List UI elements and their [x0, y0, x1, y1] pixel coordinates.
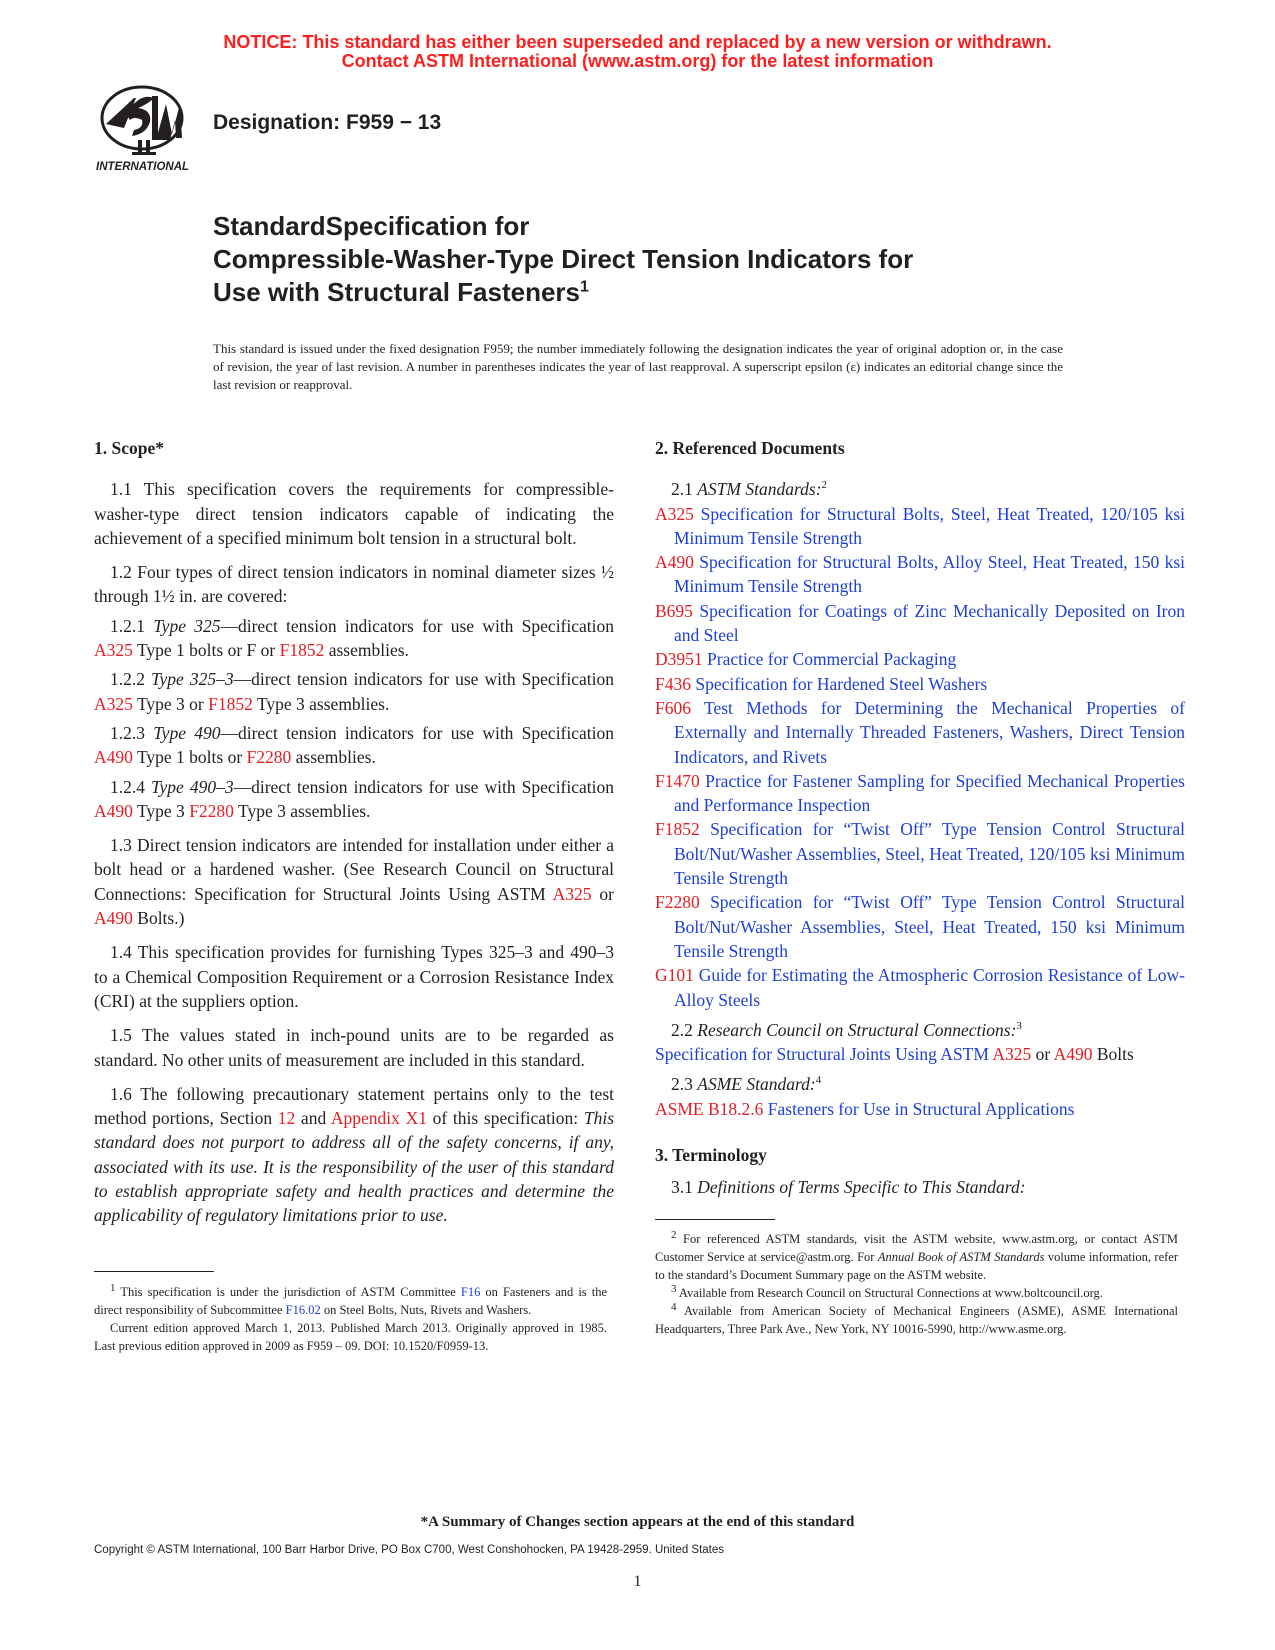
- footnote-rule-left: [94, 1271, 214, 1272]
- document-title: [213, 210, 1113, 309]
- link-section-12[interactable]: 12: [277, 1108, 296, 1129]
- reference-item[interactable]: A490 Specification for Structural Bolts, Alloy Steel, Heat Treated, 150 ksi Minimum Tensile Strength: [655, 552, 1185, 597]
- superseded-notice: [0, 33, 1275, 71]
- para-1-3: 1.3 Direct tension indicators are intended for installation under either a bolt head or a hardened washer. (See Research Council on Structural Connections: Specification for Structural Joints Using ASTM A325 or A490 Bolts.): [94, 835, 614, 929]
- link-a490[interactable]: A490: [1053, 1044, 1093, 1065]
- para-1-2-2: 1.2.2 Type 325–3—direct tension indicators for use with Specification A325 Type 3 or F1852 Type 3 assemblies.: [94, 669, 615, 714]
- title-line-2: Compressible-Washer-Type Direct Tension Indicators for: [213, 244, 914, 274]
- footnote-1: $^1$ This specification is under the jurisdiction of ASTM Committee F16 on Fasteners and is the direct responsibility of Subcommittee F16.02 on Steel Bolts, Nuts, Rivets and Washers.: [94, 1281, 607, 1317]
- summary-of-changes-note: *A Summary of Changes section appears at the end of this standard: [420, 1514, 855, 1530]
- footnotes-left: [94, 1283, 607, 1355]
- reference-item[interactable]: B695 Specification for Coatings of Zinc Mechanically Deposited on Iron and Steel: [655, 600, 1185, 646]
- astm-reference-list: [655, 502, 1185, 1012]
- link-f2280[interactable]: F2280: [189, 800, 234, 821]
- link-a325[interactable]: A325: [552, 883, 592, 904]
- left-column: [94, 436, 614, 1238]
- title-line-3: Use with Structural Fasteners: [213, 277, 580, 307]
- link-a490[interactable]: A490: [94, 747, 133, 768]
- reference-item[interactable]: A325 Specification for Structural Bolts, Steel, Heat Treated, 120/105 ksi Minimum Tensile Strength: [655, 503, 1185, 548]
- referenced-documents-heading: 2. Referenced Documents: [655, 438, 845, 458]
- para-1-2: 1.2 Four types of direct tension indicators in nominal diameter sizes ½ through 1½ in. are covered:: [94, 562, 614, 607]
- para-1-6: 1.6 The following precautionary statement pertains only to the test method portions, Section 12 and Appendix X1 of this specification: This standard does not purport to address all of the safety concerns, if any, associated with its use. It is the responsibility of the user of this standard to establish appropriate safety and health practices and determine the applicability of regulatory limitations prior to use.: [94, 1083, 614, 1226]
- issue-note: This standard is issued under the fixed designation F959; the number immediately following the designation indicates the year of original adoption or, in the case of revision, the year of last revision. A number in parentheses indicates the year of last reapproval. A superscript epsilon (ε) indicates an editorial change since the last revision or reapproval.: [213, 341, 1063, 392]
- right-column: [655, 436, 1185, 1200]
- link-a325[interactable]: A325: [94, 640, 133, 661]
- reference-item[interactable]: F436 Specification for Hardened Steel Washers: [655, 673, 988, 694]
- link-f1852[interactable]: F1852: [208, 693, 253, 714]
- section-2-3: 2.3 ASME Standard:$^4$: [671, 1074, 822, 1095]
- link-a325[interactable]: A325: [94, 693, 133, 714]
- link-appendix-x1[interactable]: Appendix X1: [330, 1108, 427, 1129]
- reference-item[interactable]: F606 Test Methods for Determining the Mechanical Properties of Externally and Internally Threaded Fasteners, Washers, Direct Tension Indicators, and Rivets: [655, 697, 1185, 767]
- link-a490[interactable]: A490: [94, 908, 133, 929]
- reference-item[interactable]: F1470 Practice for Fastener Sampling for Specified Mechanical Properties and Performance Inspection: [655, 770, 1185, 816]
- footnote-3: $^3$ Available from Research Council on Structural Connections at www.boltcouncil.org.: [671, 1282, 1103, 1300]
- terminology-heading: 3. Terminology: [655, 1145, 767, 1166]
- title-line-1: StandardSpecification for: [213, 211, 530, 241]
- notice-line-2: Contact ASTM International (www.astm.org) for the latest information: [341, 51, 934, 71]
- asme-reference[interactable]: ASME B18.2.6 Fasteners for Use in Structural Applications: [655, 1098, 1075, 1119]
- rcsc-reference[interactable]: Specification for Structural Joints Using ASTM A325 or A490 Bolts: [655, 1044, 1134, 1065]
- footnotes-right: [655, 1230, 1178, 1338]
- page-number: 1: [633, 1573, 642, 1590]
- designation: Designation: F959 − 13: [213, 111, 442, 134]
- copyright: Copyright © ASTM International, 100 Barr Harbor Drive, PO Box C700, West Conshohocken, PA 19428-2959. United States: [94, 1544, 725, 1556]
- para-1-1: 1.1 This specification covers the requirements for compressible-washer-type direct tension indicators capable of indicating the achievement of a specified minimum bolt tension in a structural bolt.: [94, 479, 614, 548]
- footnote-4: $^4$ Available from American Society of Mechanical Engineers (ASME), ASME International Headquarters, Three Park Ave., New York, NY 10016-5990, http://www.asme.org.: [655, 1300, 1178, 1336]
- link-a490[interactable]: A490: [94, 800, 133, 821]
- section-2-1: 2.1 ASTM Standards:$^2$: [671, 479, 828, 500]
- para-1-2-1: 1.2.1 Type 325—direct tension indicators for use with Specification A325 Type 1 bolts or F or F1852 assemblies.: [94, 615, 615, 661]
- para-1-4: 1.4 This specification provides for furnishing Types 325–3 and 490–3 to a Chemical Composition Requirement or a Corrosion Resistance Index (CRI) at the suppliers option.: [94, 942, 614, 1011]
- section-2-2: 2.2 Research Council on Structural Connections:$^3$: [671, 1019, 1022, 1040]
- reference-item[interactable]: G101 Guide for Estimating the Atmospheric Corrosion Resistance of Low-Alloy Steels: [655, 965, 1185, 1010]
- footnote-2: $^2$ For referenced ASTM standards, visit the ASTM website, www.astm.org, or contact ASTM Customer Service at service@astm.org. For Annual Book of ASTM Standards volume information, refer to the standard’s Document Summary page on the ASTM website.: [655, 1228, 1178, 1282]
- link-a325[interactable]: A325: [992, 1044, 1032, 1065]
- astm-logo: [94, 84, 194, 176]
- section-3-1: 3.1 Definitions of Terms Specific to This Standard:: [671, 1177, 1026, 1198]
- para-1-2-3: 1.2.3 Type 490—direct tension indicators for use with Specification A490 Type 1 bolts or F2280 assemblies.: [94, 722, 615, 768]
- logo-international-text: INTERNATIONAL: [96, 161, 190, 173]
- notice-line-1: NOTICE: This standard has either been superseded and replaced by a new version or withdrawn.: [223, 32, 1052, 52]
- reference-item[interactable]: F1852 Specification for “Twist Off” Type Tension Control Structural Bolt/Nut/Washer Assemblies, Steel, Heat Treated, 120/105 ksi Minimum Tensile Strength: [655, 819, 1185, 889]
- reference-item[interactable]: D3951 Practice for Commercial Packaging: [655, 649, 957, 670]
- reference-item[interactable]: F2280 Specification for “Twist Off” Type Tension Control Structural Bolt/Nut/Washer Assemblies, Steel, Heat Treated, 150 ksi Minimum Tensile Strength: [655, 892, 1185, 961]
- title-footnote-mark: 1: [580, 278, 589, 296]
- link-f16-02[interactable]: F16.02: [285, 1303, 321, 1317]
- footnote-1-approval: Current edition approved March 1, 2013. Published March 2013. Originally approved in 1985. Last previous edition approved in 2009 as F959 – 09. DOI: 10.1520/F0959-13.: [94, 1321, 607, 1353]
- para-1-5: 1.5 The values stated in inch-pound units are to be regarded as standard. No other units of measurement are included in this standard.: [94, 1025, 614, 1070]
- link-f2280[interactable]: F2280: [246, 747, 292, 768]
- scope-heading: 1. Scope*: [94, 438, 164, 458]
- para-1-2-4: 1.2.4 Type 490–3—direct tension indicators for use with Specification A490 Type 3 F2280 Type 3 assemblies.: [94, 776, 615, 821]
- astm-logo-mark: [94, 84, 194, 176]
- link-f16[interactable]: F16: [460, 1285, 481, 1299]
- footnote-rule-right: [655, 1219, 775, 1220]
- link-f1852[interactable]: F1852: [279, 640, 325, 661]
